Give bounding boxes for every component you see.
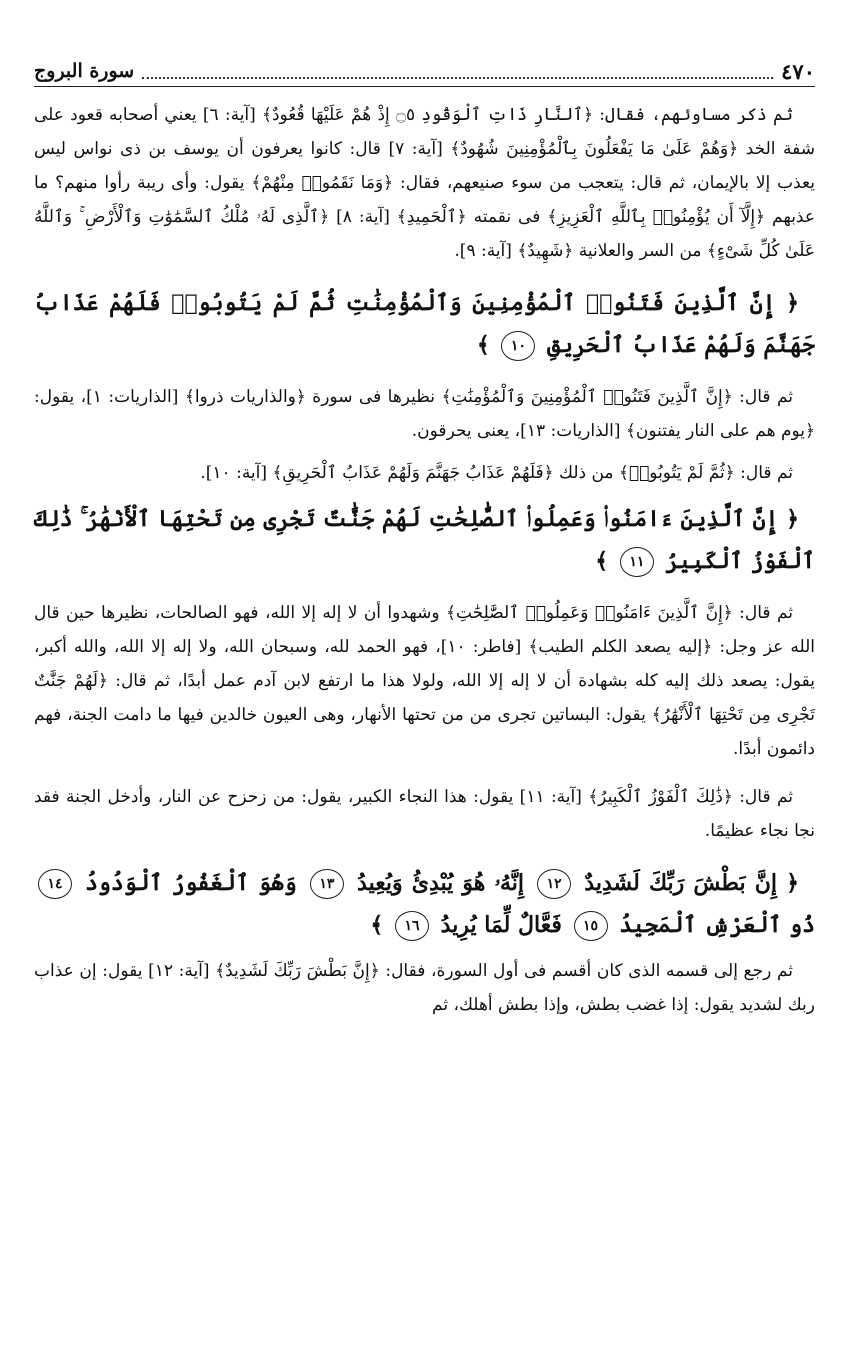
verse-text: فَعَّالٌ لِّمَا يُرِيدُ (440, 912, 562, 938)
quran-verse-block (34, 282, 815, 366)
ayah-number-marker: ١٤ (38, 869, 72, 899)
commentary-paragraph: ثم قال: ﴿ذَٰلِكَ ٱلْفَوْزُ ٱلْكَبِيرُ﴾ [آية: ١١] يقول: هذا النجاء الكبير، يقول: من زحزح عن النار، وأدخل الجنة فقد نجا نجاء عظيمًا. (34, 787, 815, 841)
commentary-paragraph: ثم قال: ﴿ثُمَّ لَمْ يَتُوبُوا۟﴾ من ذلك ﴿فَلَهُمْ عَذَابُ جَهَنَّمَ وَلَهُمْ عَذَابُ ٱلْحَرِيقِ﴾ [آية: ١٠]. (200, 463, 793, 483)
page-number: ٤٧٠ (781, 58, 815, 84)
commentary-paragraph: ثم رجع إلى قسمه الذى كان أقسم فى أول السورة، فقال: ﴿إِنَّ بَطْشَ رَبِّكَ لَشَدِيدٌ﴾ [آية: ١٢] يقول: إن عذاب ربك لشديد يقول: إذا غضب بطش، وإذا بطش أهلك، ثم (34, 961, 815, 1015)
page-header (34, 56, 815, 87)
verse-text: إِنَّهُۥ هُوَ يُبْدِئُ وَيُعِيدُ (357, 870, 524, 896)
ayah-number-marker: ١٢ (537, 869, 571, 899)
ayah-number-marker: ١٥ (574, 911, 608, 941)
ayah-number-marker: ١٣ (310, 869, 344, 899)
quran-verse-block (34, 498, 815, 582)
verse-text: ذُو ٱلْعَرْشِ ٱلْمَجِيدُ (619, 912, 815, 938)
header-dotted-leader (142, 63, 773, 79)
page-content (34, 98, 815, 1022)
verse-text: وَهُوَ ٱلْغَفُورُ ٱلْوَدُودُ (85, 870, 297, 896)
commentary-paragraph: ثم قال: ﴿إِنَّ ٱلَّذِينَ فَتَنُوا۟ ٱلْمُؤْمِنِينَ وَٱلْمُؤْمِنَٰتِ﴾ نظيرها فى سورة ﴿والذاريات ذروا﴾ [الذاريات: ١]، يقول: ﴿يوم هم على النار يفتنون﴾ [الذاريات: ١٣]، يعنى يحرقون. (34, 387, 815, 441)
verse-close-bracket: ﴾ (595, 548, 609, 574)
verse-close-bracket: ﴾ (476, 332, 490, 358)
commentary-paragraph: ثم ذكر مساوئهم، فقال: ﴿ٱلنَّارِ ذَاتِ ٱلْوَقُودِ ۝٥ إِذْ هُمْ عَلَيْهَا قُعُودٌ﴾ [آية: ٦] يعني أصحابه قعود على شفة الخد ﴿وَهُمْ عَلَىٰ مَا يَفْعَلُونَ بِٱلْمُؤْمِنِينَ شُهُودٌ﴾ [آية: ٧] قال: كانوا يعرفون أن يوسف بن ذى نواس ليس يعذب إلا بالإيمان، ثم قال: يتعجب من سوء صنيعهم، فقال: ﴿وَمَا نَقَمُوا۟ مِنْهُمْ﴾ يقول: وأى ريبة رأوا منهم؟ ما عذبهم ﴿إِلَّآ أَن يُؤْمِنُوا۟ بِٱللَّهِ ٱلْعَزِيزِ﴾ فى نقمته ﴿ٱلْحَمِيدِ﴾ [آية: ٨] ﴿ٱلَّذِى لَهُۥ مُلْكُ ٱلسَّمَٰوَٰتِ وَٱلْأَرْضِ ۚ وَٱللَّهُ عَلَىٰ كُلِّ شَىْءٍ﴾ من السر والعلانية ﴿شَهِيدٌ﴾ [آية: ٩]. (34, 105, 816, 261)
quran-verse-block (34, 862, 815, 946)
verse-text: ﴿ إِنَّ ٱلَّذِينَ ءَامَنُوا۟ وَعَمِلُوا۟ ٱلصَّٰلِحَٰتِ لَهُمْ جَنَّٰتٌ تَجْرِى مِن تَحْتِهَا ٱلْأَنْهَٰرُ ۚ ذَٰلِكَ ٱلْفَوْزُ ٱلْكَبِيرُ (34, 506, 815, 574)
commentary-paragraph: ثم قال: ﴿إِنَّ ٱلَّذِينَ ءَامَنُوا۟ وَعَمِلُوا۟ ٱلصَّٰلِحَٰتِ﴾ وشهدوا أن لا إله إلا الله، فهو الصالحات، نظيرها حين قال الله عز وجل: ﴿إليه يصعد الكلم الطيب﴾ [فاطر: ١٠]، فهو الحمد لله، وسبحان الله، ولا إله إلا الله، والله أكبر، يقول: يصعد ذلك إليه كله بشهادة أن لا إله إلا الله، ولولا هذا ما ارتفع لابن آدم عمل أبدًا، ثم قال: ﴿لَهُمْ جَنَّٰتٌ تَجْرِى مِن تَحْتِهَا ٱلْأَنْهَٰرُ﴾ يقول: البساتين تجرى من من تحتها الأنهار، وهى العيون خالدين فيها ما دامت الجنة، فهم دائمون أبدًا. (34, 603, 815, 759)
verse-close-bracket: ﴾ (370, 912, 384, 938)
surah-title: سورة البروج (34, 60, 135, 82)
ayah-number-marker: ١١ (620, 547, 654, 577)
ayah-number-marker: ١٠ (501, 331, 535, 361)
ayah-number-marker: ١٦ (395, 911, 429, 941)
verse-text: ﴿ إِنَّ ٱلَّذِينَ فَتَنُوا۟ ٱلْمُؤْمِنِينَ وَٱلْمُؤْمِنَٰتِ ثُمَّ لَمْ يَتُوبُوا۟ فَلَهُمْ عَذَابُ جَهَنَّمَ وَلَهُمْ عَذَابُ ٱلْحَرِيقِ (34, 290, 815, 358)
verse-text: ﴿ إِنَّ بَطْشَ رَبِّكَ لَشَدِيدٌ (584, 870, 799, 896)
